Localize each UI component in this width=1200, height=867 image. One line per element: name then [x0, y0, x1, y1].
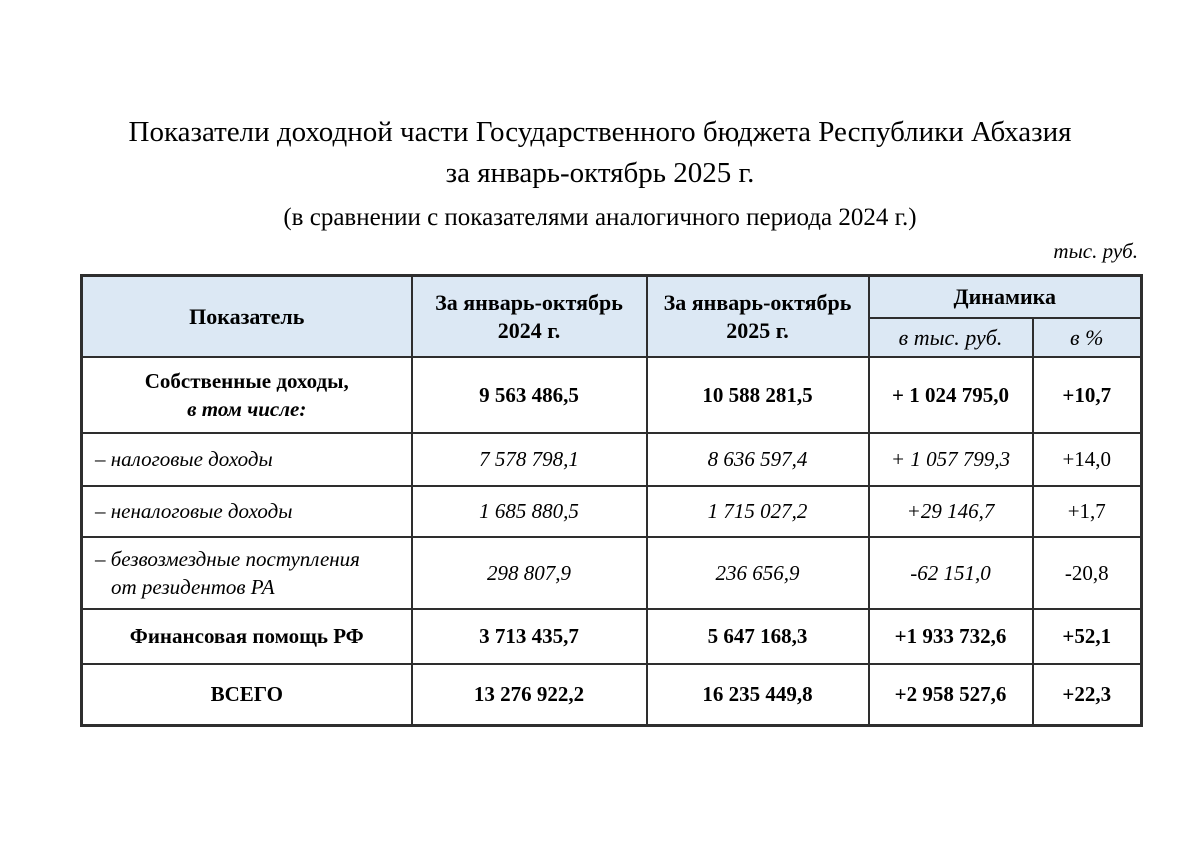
percent-value: +10,7 [1033, 357, 1142, 433]
value-2024: 3 713 435,7 [412, 609, 647, 664]
table-row-gratuitous-receipts [82, 537, 1142, 609]
row-label-line2: в том числе: [187, 397, 307, 421]
value-2025: 8 636 597,4 [647, 433, 869, 486]
row-label: Финансовая помощь РФ [82, 609, 412, 664]
table-row-financial-aid-rf [82, 609, 1142, 664]
delta-value: +2 958 527,6 [869, 664, 1033, 726]
table-row-total [82, 664, 1142, 726]
header-period-2025 [647, 276, 869, 358]
header-period-2025-line1: За январь-октябрь [663, 289, 852, 315]
value-2024: 13 276 922,2 [412, 664, 647, 726]
table-row-nontax-revenues [82, 486, 1142, 537]
percent-value: +14,0 [1033, 433, 1142, 486]
page-subtitle: (в сравнении с показателями аналогичного периода 2024 г.) [283, 204, 917, 231]
value-2025: 16 235 449,8 [647, 664, 869, 726]
table-header-row-top [82, 276, 1142, 319]
row-label [82, 357, 412, 433]
header-period-2025-line2: 2025 г. [726, 317, 789, 343]
value-2024: 9 563 486,5 [412, 357, 647, 433]
value-2025: 10 588 281,5 [647, 357, 869, 433]
value-2024: 1 685 880,5 [412, 486, 647, 537]
page-title-line1: Показатели доходной части Государственного бюджета Республики Абхазия [128, 116, 1072, 148]
row-label: – неналоговые доходы [82, 486, 412, 537]
value-2025: 5 647 168,3 [647, 609, 869, 664]
header-dynamics-percent: в % [1033, 318, 1142, 357]
delta-value: + 1 024 795,0 [869, 357, 1033, 433]
value-2025: 1 715 027,2 [647, 486, 869, 537]
percent-value: -20,8 [1033, 537, 1142, 609]
delta-value: +1 933 732,6 [869, 609, 1033, 664]
revenue-table [80, 274, 1143, 727]
percent-value: +1,7 [1033, 486, 1142, 537]
percent-value: +52,1 [1033, 609, 1142, 664]
header-dynamics-thousands: в тыс. руб. [869, 318, 1033, 357]
row-label-line2: от резидентов РА [111, 575, 275, 599]
page-title-line2: за январь-октябрь 2025 г. [445, 157, 755, 189]
percent-value: +22,3 [1033, 664, 1142, 726]
units-note: тыс. руб. [1053, 239, 1138, 263]
row-label [82, 537, 412, 609]
delta-value: + 1 057 799,3 [869, 433, 1033, 486]
value-2025: 236 656,9 [647, 537, 869, 609]
document-title-block [0, 112, 1200, 233]
header-indicator: Показатель [82, 276, 412, 358]
header-period-2024-line1: За январь-октябрь [435, 289, 623, 315]
row-label: – налоговые доходы [82, 433, 412, 486]
row-label-line1: Собственные доходы, [144, 369, 349, 393]
table-row-own-revenues [82, 357, 1142, 433]
delta-value: +29 146,7 [869, 486, 1033, 537]
row-label: ВСЕГО [82, 664, 412, 726]
delta-value: -62 151,0 [869, 537, 1033, 609]
header-period-2024 [412, 276, 647, 358]
table-row-tax-revenues [82, 433, 1142, 486]
value-2024: 298 807,9 [412, 537, 647, 609]
value-2024: 7 578 798,1 [412, 433, 647, 486]
header-dynamics: Динамика [869, 276, 1142, 319]
row-label-line1: – безвозмездные поступления [95, 547, 360, 571]
header-period-2024-line2: 2024 г. [497, 317, 561, 343]
